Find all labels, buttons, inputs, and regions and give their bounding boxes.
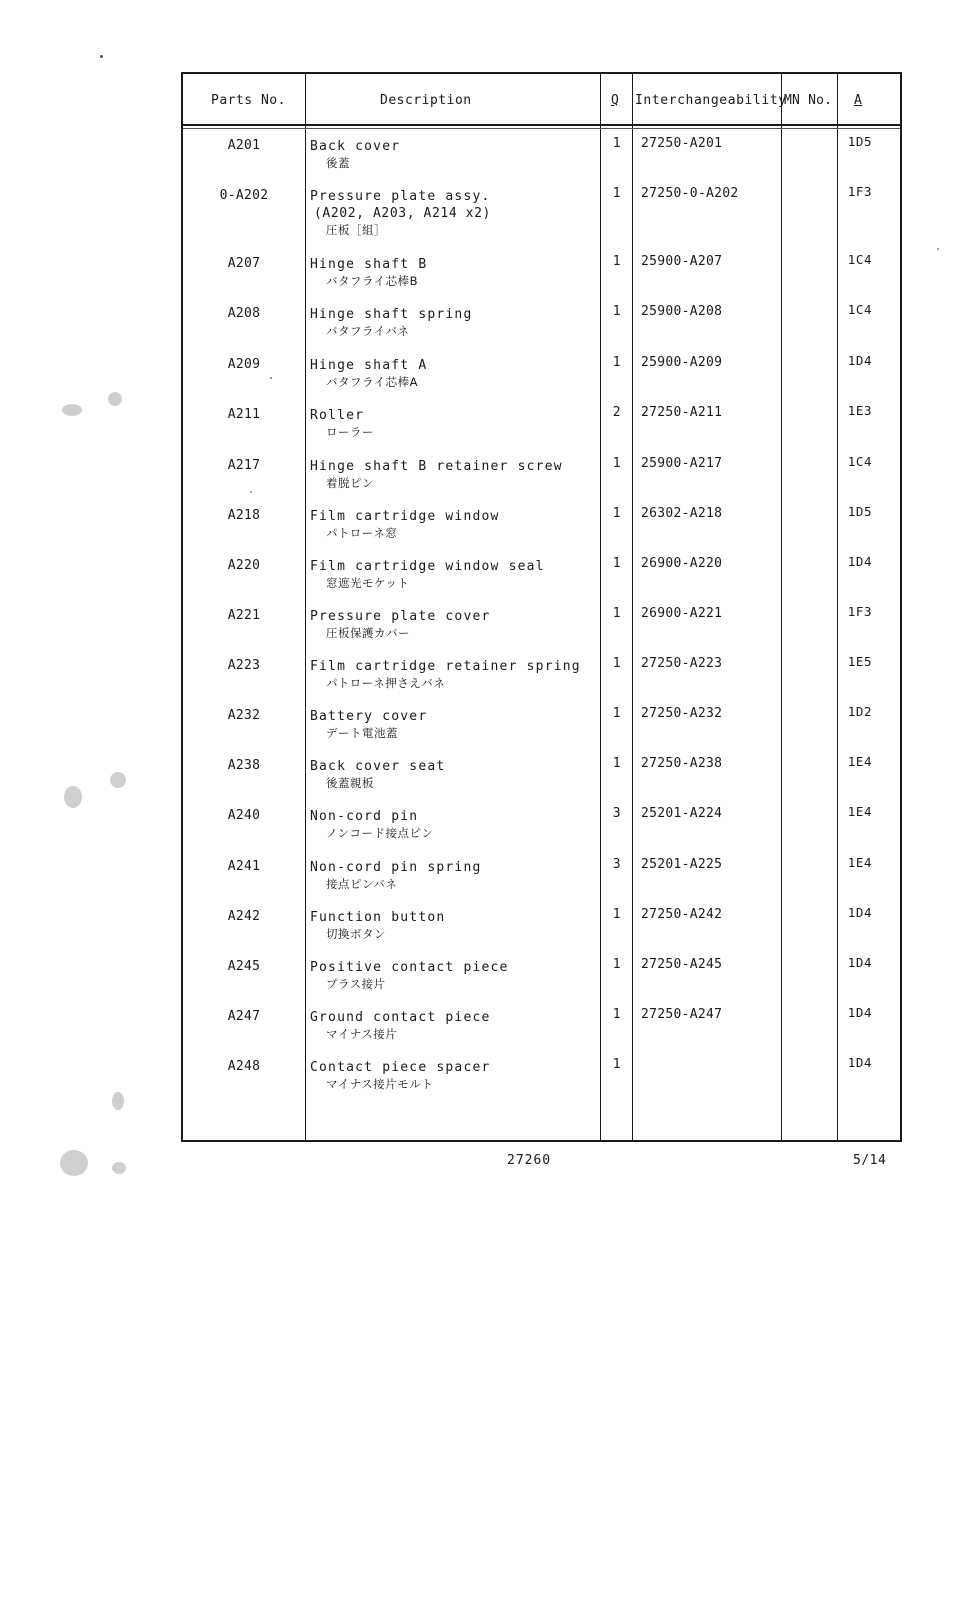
description-japanese: 圧板［組］	[326, 223, 386, 237]
description-english: Pressure plate assy.	[310, 189, 491, 204]
description-cell	[310, 1059, 600, 1093]
parts-number: 0-A202	[219, 188, 269, 203]
quantity: 3	[612, 857, 622, 872]
description-english: Ground contact piece	[310, 1010, 491, 1025]
description-japanese: 窓遮光モケット	[326, 576, 410, 590]
interchangeability: 25900-A217	[641, 456, 723, 471]
area-code: 1E4	[847, 754, 873, 769]
header-rule-secondary	[183, 128, 900, 129]
interchangeability: 25900-A208	[641, 304, 723, 319]
quantity: 1	[612, 907, 622, 922]
description-cell	[310, 909, 600, 943]
description-english: Hinge shaft B retainer screw	[310, 459, 563, 474]
table-row	[183, 184, 900, 252]
area-code: 1D4	[847, 905, 873, 920]
description-cell	[310, 1009, 600, 1043]
quantity: 1	[612, 556, 622, 571]
description-cell	[310, 959, 600, 993]
quantity: 1	[612, 957, 622, 972]
quantity: 1	[612, 506, 622, 521]
description-cell	[310, 407, 600, 441]
footer-model-number: 27260	[507, 1153, 552, 1168]
interchangeability: 25201-A224	[641, 806, 723, 821]
description-english: Function button	[310, 910, 446, 925]
description-cell	[310, 306, 600, 340]
description-english: Hinge shaft A	[310, 358, 428, 373]
description-cell	[310, 758, 600, 792]
description-english: Non-cord pin spring	[310, 860, 482, 875]
parts-number: A245	[227, 959, 261, 974]
description-cell	[310, 808, 600, 842]
description-cell	[310, 859, 600, 893]
interchangeability: 27250-A242	[641, 907, 723, 922]
area-code: 1E3	[847, 403, 873, 418]
description-japanese: 後蓋親板	[326, 776, 374, 790]
parts-number: A242	[227, 909, 261, 924]
table-row	[183, 302, 900, 353]
area-code: 1D4	[847, 353, 873, 368]
quantity: 1	[612, 606, 622, 621]
description-japanese: 後蓋	[326, 156, 350, 170]
parts-number: A247	[227, 1009, 261, 1024]
header-description: Description	[380, 92, 472, 108]
table-row	[183, 1055, 900, 1106]
parts-table	[181, 72, 902, 1142]
table-row	[183, 754, 900, 805]
description-english: Back cover seat	[310, 759, 446, 774]
area-code: 1E5	[847, 654, 873, 669]
description-japanese: 圧板保護カバー	[326, 626, 410, 640]
quantity: 1	[612, 186, 622, 201]
interchangeability: 27250-A211	[641, 405, 723, 420]
description-cell	[310, 658, 600, 692]
description-english: Film cartridge retainer spring	[310, 659, 581, 674]
quantity: 1	[612, 304, 622, 319]
interchangeability: 27250-A238	[641, 756, 723, 771]
footer-page-number: 5/14	[853, 1153, 887, 1168]
description-english: Pressure plate cover	[310, 609, 491, 624]
scan-speck	[112, 1162, 126, 1174]
table-row	[183, 454, 900, 505]
description-english: Non-cord pin	[310, 809, 419, 824]
table-row	[183, 654, 900, 705]
interchangeability: 25900-A207	[641, 254, 723, 269]
scan-speck	[100, 55, 103, 58]
interchangeability: 25900-A209	[641, 355, 723, 370]
quantity: 1	[612, 706, 622, 721]
table-row	[183, 804, 900, 855]
parts-number: A240	[227, 808, 261, 823]
description-english: Film cartridge window seal	[310, 559, 545, 574]
table-row	[183, 504, 900, 555]
parts-number: A208	[227, 306, 261, 321]
description-cell	[310, 708, 600, 742]
interchangeability: 27250-A223	[641, 656, 723, 671]
header-a: A	[854, 92, 863, 108]
description-cell	[310, 608, 600, 642]
table-row	[183, 1005, 900, 1056]
description-cell	[310, 138, 600, 172]
quantity: 1	[612, 136, 622, 151]
interchangeability: 27250-0-A202	[641, 186, 739, 201]
description-japanese: バタフライ芯棒A	[326, 375, 419, 389]
scan-speck	[60, 1150, 88, 1176]
description-japanese: バタフライ芯棒B	[326, 274, 419, 288]
area-code: 1F3	[847, 184, 873, 199]
interchangeability: 27250-A201	[641, 136, 723, 151]
parts-number: A201	[227, 138, 261, 153]
area-code: 1D4	[847, 1055, 873, 1070]
description-japanese: 着脱ピン	[326, 476, 374, 490]
area-code: 1E4	[847, 855, 873, 870]
area-code: 1D5	[847, 504, 873, 519]
description-english-subline: (A202, A203, A214 x2)	[314, 206, 491, 221]
parts-number: A217	[227, 458, 261, 473]
header-parts-no: Parts No.	[211, 92, 286, 108]
quantity: 1	[612, 1007, 622, 1022]
description-japanese: デート電池蓋	[326, 726, 398, 740]
parts-number: A207	[227, 256, 261, 271]
description-japanese: マイナス接片モルト	[326, 1077, 434, 1091]
description-english: Film cartridge window	[310, 509, 500, 524]
area-code: 1C4	[847, 454, 873, 469]
interchangeability: 26302-A218	[641, 506, 723, 521]
quantity: 1	[612, 1057, 622, 1072]
parts-number: A238	[227, 758, 261, 773]
quantity: 1	[612, 254, 622, 269]
table-row	[183, 905, 900, 956]
scan-speck	[937, 248, 939, 250]
parts-number: A248	[227, 1059, 261, 1074]
area-code: 1E4	[847, 804, 873, 819]
description-japanese: 切換ボタン	[326, 927, 386, 941]
description-english: Battery cover	[310, 709, 428, 724]
description-japanese: プラス接片	[326, 977, 386, 991]
quantity: 1	[612, 756, 622, 771]
description-cell	[310, 256, 600, 290]
quantity: 1	[612, 355, 622, 370]
description-japanese: 接点ピンバネ	[326, 877, 398, 891]
table-row	[183, 403, 900, 454]
description-japanese: パトローネ窓	[326, 526, 398, 540]
description-cell	[310, 508, 600, 542]
table-row	[183, 704, 900, 755]
area-code: 1F3	[847, 604, 873, 619]
description-english: Hinge shaft spring	[310, 307, 473, 322]
description-cell	[310, 357, 600, 391]
description-japanese: バタフライバネ	[326, 324, 410, 338]
parts-number: A241	[227, 859, 261, 874]
area-code: 1C4	[847, 302, 873, 317]
description-english: Contact piece spacer	[310, 1060, 491, 1075]
interchangeability: 27250-A247	[641, 1007, 723, 1022]
parts-number: A220	[227, 558, 261, 573]
description-english: Hinge shaft B	[310, 257, 428, 272]
parts-number: A221	[227, 608, 261, 623]
area-code: 1C4	[847, 252, 873, 267]
table-row	[183, 134, 900, 185]
description-japanese: ローラー	[326, 425, 374, 439]
description-japanese: ノンコード接点ピン	[326, 826, 434, 840]
quantity: 1	[612, 456, 622, 471]
table-row	[183, 855, 900, 906]
description-japanese: マイナス接片	[326, 1027, 398, 1041]
description-cell	[310, 188, 600, 239]
table-row	[183, 353, 900, 404]
header-q: Q	[611, 92, 620, 108]
table-row	[183, 604, 900, 655]
header-rule	[183, 124, 900, 126]
description-english: Roller	[310, 408, 365, 423]
description-cell	[310, 558, 600, 592]
interchangeability: 26900-A220	[641, 556, 723, 571]
parts-number: A218	[227, 508, 261, 523]
scan-speck	[62, 404, 82, 416]
description-japanese: パトローネ押さえバネ	[326, 676, 446, 690]
scan-speck	[64, 786, 82, 808]
table-header	[183, 74, 900, 126]
scan-speck	[110, 772, 126, 788]
header-interchangeability: Interchangeability	[635, 92, 787, 108]
table-row	[183, 554, 900, 605]
parts-number: A232	[227, 708, 261, 723]
quantity: 1	[612, 656, 622, 671]
area-code: 1D4	[847, 554, 873, 569]
interchangeability: 27250-A232	[641, 706, 723, 721]
quantity: 3	[612, 806, 622, 821]
parts-number: A211	[227, 407, 261, 422]
area-code: 1D4	[847, 955, 873, 970]
interchangeability: 26900-A221	[641, 606, 723, 621]
interchangeability: 25201-A225	[641, 857, 723, 872]
scan-speck	[108, 392, 122, 406]
header-mn-no: MN No.	[784, 92, 833, 108]
description-english: Back cover	[310, 139, 401, 154]
interchangeability: 27250-A245	[641, 957, 723, 972]
parts-number: A223	[227, 658, 261, 673]
table-row	[183, 955, 900, 1006]
description-english: Positive contact piece	[310, 960, 509, 975]
scan-speck	[112, 1092, 124, 1110]
area-code: 1D5	[847, 134, 873, 149]
parts-number: A209	[227, 357, 261, 372]
area-code: 1D4	[847, 1005, 873, 1020]
quantity: 2	[612, 405, 622, 420]
table-row	[183, 252, 900, 303]
area-code: 1D2	[847, 704, 873, 719]
description-cell	[310, 458, 600, 492]
